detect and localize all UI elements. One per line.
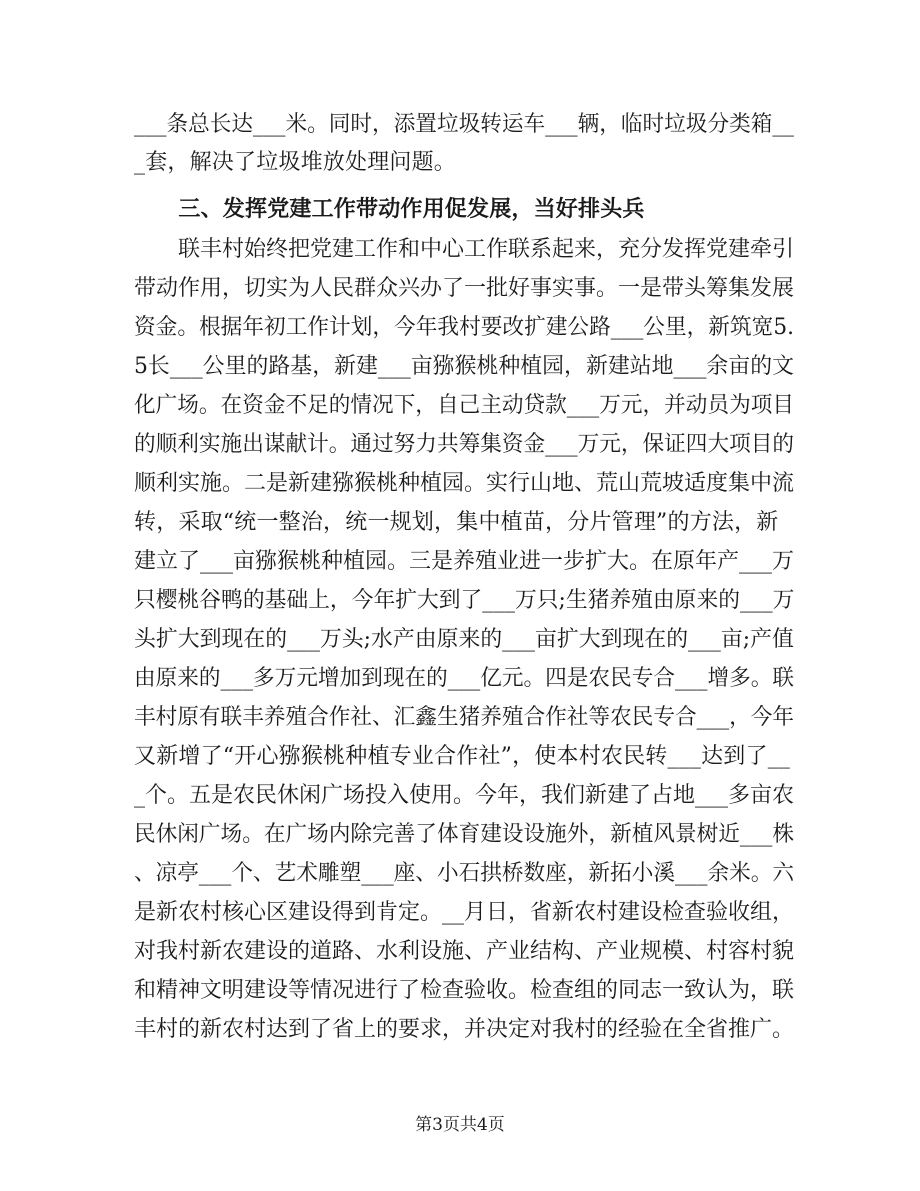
text-line: 带动作用，切实为人民群众兴办了一批好事实事。一是带头筹集发展 (134, 276, 795, 301)
text-line: _个。五是农民休闲广场投入使用。今年，我们新建了占地___多亩农 (134, 783, 795, 808)
text-line: 又新增了“开心猕猴桃种植专业合作社”，使本村农民转___达到了__ (134, 744, 791, 769)
text-line: 是新农村核心区建设得到肯定。__月日，省新农村建设检查验收组， (134, 900, 795, 925)
page-number: 第3页共4页 (415, 1115, 505, 1135)
text-line: ___条总长达___米。同时，添置垃圾转运车___辆，临时垃圾分类箱__ (134, 112, 795, 137)
text-line: 只樱桃谷鸭的基础上，今年扩大到了___万只;生猪养殖由原来的___万 (134, 588, 795, 613)
text-line: 丰村原有联丰养殖合作社、汇鑫生猪养殖合作社等农民专合___，今年 (134, 705, 795, 730)
text-line: 建立了___亩猕猴桃种植园。三是养殖业进一步扩大。在原年产___万 (134, 549, 795, 574)
text-line: 民休闲广场。在广场内除完善了体育建设设施外，新植风景树近___株 (134, 822, 795, 847)
text-line: 由原来的___多万元增加到现在的___亿元。四是农民专合___增多。联 (134, 666, 795, 691)
text-line: 和精神文明建设等情况进行了检查验收。检查组的同志一致认为，联 (134, 978, 795, 1003)
text-line: 转，采取“统一整治，统一规划，集中植苗，分片管理”的方法，新 (134, 510, 779, 535)
section-heading: 三、发挥党建工作带动作用促发展，当好排头兵 (134, 196, 645, 222)
text-line: 5长___公里的路基，新建___亩猕猴桃种植园，新建站地___余亩的文 (134, 354, 794, 379)
text-line: 头扩大到现在的___万头;水产由原来的___亩扩大到现在的___亩;产值 (134, 627, 794, 652)
text-line: 丰村的新农村达到了省上的要求，并决定对我村的经验在全省推广。 (134, 1017, 795, 1042)
text-line: 化广场。在资金不足的情况下，自己主动贷款___万元，并动员为项目 (134, 393, 795, 418)
text-line: 、凉亭___个、艺术雕塑___座、小石拱桥数座，新拓小溪___余米。六 (134, 861, 795, 886)
text-line: 对我村新农建设的道路、水利设施、产业结构、产业规模、村容村貌 (134, 939, 795, 964)
text-line: _套，解决了垃圾堆放处理问题。 (134, 150, 457, 175)
text-line: 联丰村始终把党建工作和中心工作联系起来，充分发挥党建牵引 (134, 237, 795, 262)
text-line: 顺利实施。二是新建猕猴桃种植园。实行山地、荒山荒坡适度集中流 (134, 471, 795, 496)
text-line: 资金。根据年初工作计划，今年我村要改扩建公路___公里，新筑宽5. (134, 315, 794, 340)
text-line: 的顺利实施出谋献计。通过努力共筹集资金___万元，保证四大项目的 (134, 432, 795, 457)
